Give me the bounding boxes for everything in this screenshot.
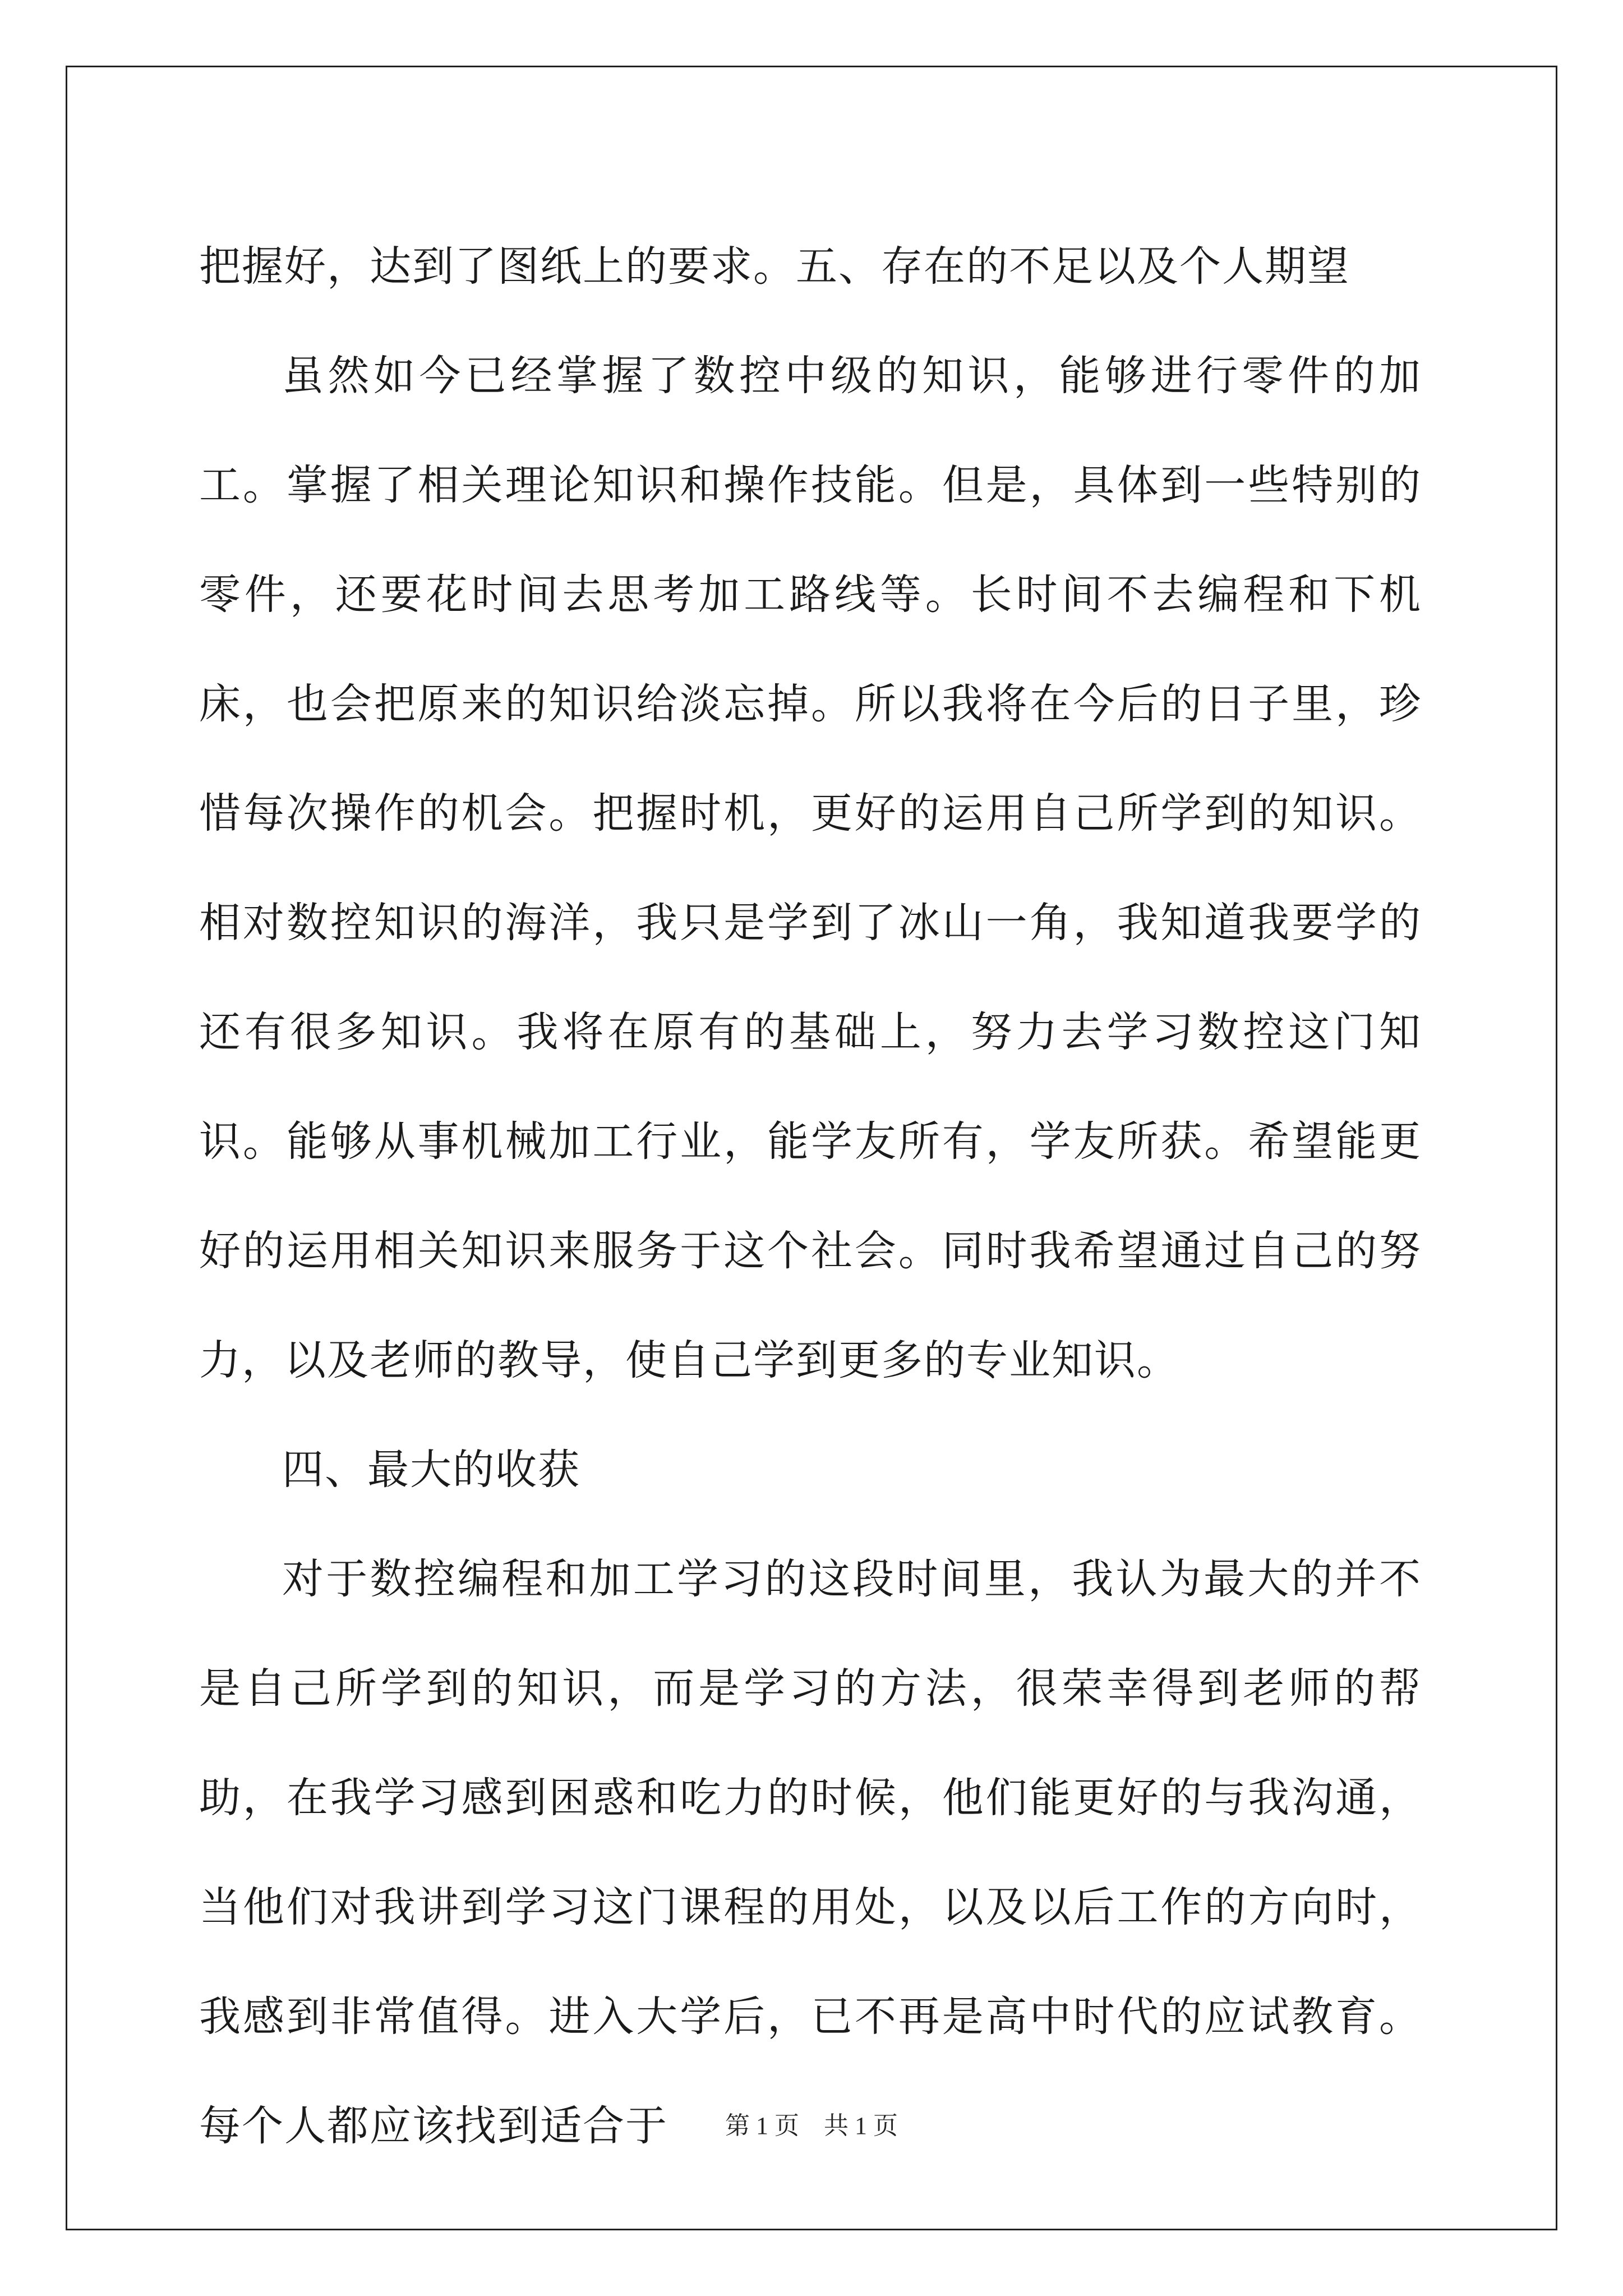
paragraph-2: 虽然如今已经掌握了数控中级的知识，能够进行零件的加工。掌握了相关理论知识和操作技能。但是，具体到一些特别的零件，还要花时间去思考加工路线等。长时间不去编程和下机床，也会把原来的知识给淡忘掉。所以我将在今后的日子里，珍惜每次操作的机会。把握时机，更好的运用自己所学到的知识。相对数控知识的海洋，我只是学到了冰山一角，我知道我要学的还有很多知识。我将在原有的基础上，努力去学习数控这门知识。能够从事机械加工行业，能学友所有，学友所获。希望能更好的运用相关知识来服务于这个社会。同时我希望通过自己的努力，以及老师的教导，使自己学到更多的专业知识。 [199, 352, 1422, 1384]
section-heading: 四、最大的收获 [282, 1446, 580, 1494]
document-body [199, 212, 1422, 2181]
page-footer: 第 1 页 共 1 页 [725, 2112, 898, 2139]
paragraph-1: 把握好，达到了图纸上的要求。五、存在的不足以及个人期望 [199, 242, 1350, 291]
paragraph-3: 对于数控编程和加工学习的这段时间里，我认为最大的并不是自己所学到的知识，而是学习的方法，很荣幸得到老师的帮助，在我学习感到困惑和吃力的时候，他们能更好的与我沟通，当他们对我讲到学习这门课程的用处，以及以后工作的方向时，我感到非常值得。进入大学后，已不再是高中时代的应试教育。每个人都应该找到适合于 [199, 1555, 1422, 2150]
